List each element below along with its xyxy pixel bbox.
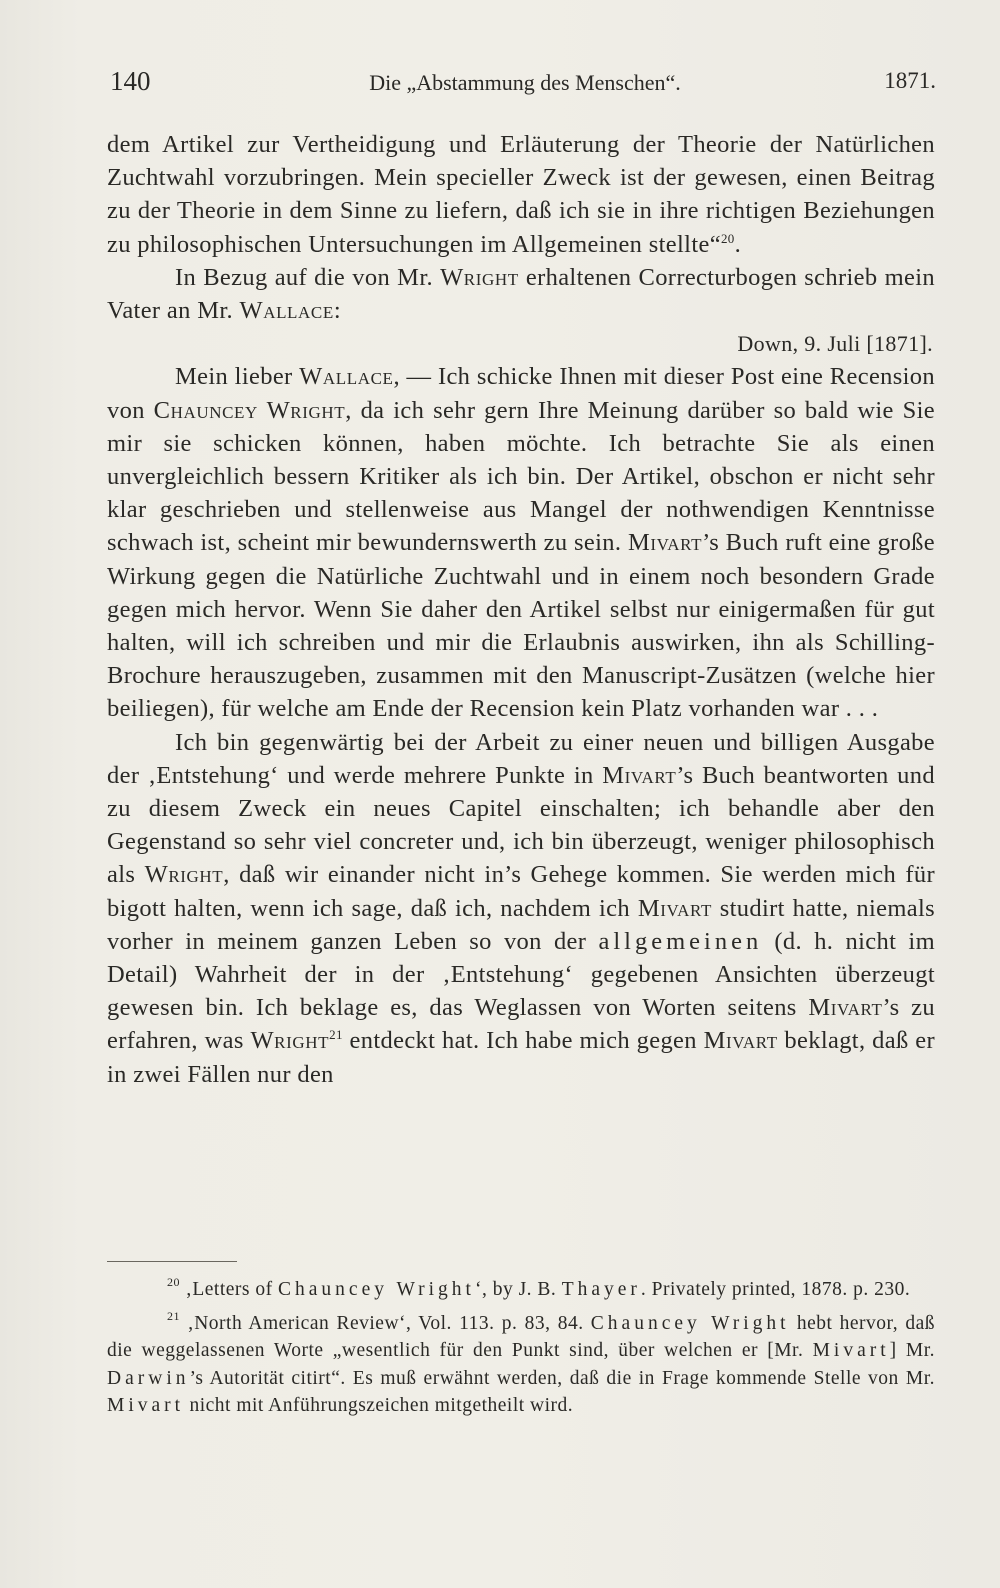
letter-dateline: Down, 9. Juli [1871].	[737, 331, 933, 357]
main-text	[107, 128, 935, 1091]
letter-paragraph-2: Ich bin gegenwärtig bei der Arbeit zu einer neuen und billigen Ausgabe der ‚Entstehung‘ und werde mehrere Punkte in Mivart’s Buch beantworten und zu diesem Zweck ein neues Capitel einschalten; ich behandle aber den Gegenstand so sehr viel concreter und, ich bin überzeugt, weniger philosophisch als Wright, daß wir einander nicht in’s Gehege kommen. Sie werden mich für bigott halten, wenn ich sage, daß ich, nachdem ich Mivart studirt hatte, niemals vorher in meinem ganzen Leben so von der allgemeinen (d. h. nicht im Detail) Wahrheit der in der ‚Entstehung‘ gegebenen Ansichten überzeugt gewesen bin. Ich beklage es, das Weglassen von Worten seitens Mivart’s zu erfahren, was Wright$^{21}$ entdeckt hat. Ich habe mich gegen Mivart beklagt, daß er in zwei Fällen nur den	[107, 728, 935, 1088]
name-mivart: Mivart	[627, 529, 703, 557]
name-mivart: Mivart	[602, 761, 677, 789]
footnote-20: $^{20}$ ‚Letters of Chauncey Wright‘, by J. B. Thayer. Privately printed, 1878. p. 230.	[167, 1275, 911, 1300]
running-header	[110, 66, 940, 106]
name-wright: Wright	[144, 861, 224, 889]
name-mivart: Mivart	[808, 994, 883, 1022]
footnote-ref-20: 20	[720, 230, 735, 246]
footnote-ref-21: 21	[329, 1027, 343, 1043]
name-wright: Wright	[250, 1027, 330, 1055]
name-chauncey-wright: Chauncey Wright	[153, 396, 346, 424]
footnote-21: $^{21}$ ‚North American Review‘, Vol. 113. p. 83, 84. Chauncey Wright hebt hervor, daß die weggelassenen Worte „wesentlich für den Punkt sind, über welchen er [Mr. Mivart] Mr. Darwin’s Autorität citirt“. Es muß erwähnt werden, daß die in Frage kommende Stelle von Mr. Mivart nicht mit Anführungszeichen mitgetheilt wird.	[107, 1308, 936, 1417]
paragraph-continuation: dem Artikel zur Vertheidigung und Erläuterung der Theorie der Natürlichen Zuchtwahl vorzubringen. Mein specieller Zweck ist der gewesen, einen Beitrag zu der Theorie in dem Sinne zu liefern, daß ich sie in ihre richtigen Beziehungen zu philosophischen Untersuchungen im Allgemeinen stellte“$^{20}$.	[107, 131, 935, 258]
paragraph-proof-sheets: In Bezug auf die von Mr. Wright erhaltenen Correcturbogen schrieb mein Vater an Mr. Wallace:	[107, 263, 935, 325]
page-number: 140	[110, 66, 151, 96]
name-wallace: Wallace	[239, 297, 334, 325]
name-mivart: Mivart	[703, 1027, 778, 1055]
name-wallace: Wallace	[299, 363, 394, 391]
header-year: 1871.	[884, 68, 936, 93]
name-mivart: Mivart	[637, 894, 712, 922]
footnotes	[107, 1276, 935, 1426]
emphasis-allgemeinen: allgemeinen	[598, 927, 763, 955]
footnote-divider	[107, 1261, 237, 1262]
letter-paragraph-1: Mein lieber Wallace, — Ich schicke Ihnen mit dieser Post eine Recension von Chauncey Wright, da ich sehr gern Ihre Meinung darüber so bald wie Sie mir sie schicken können, haben möchte. Ich betrachte Sie als einen unvergleichlich bessern Kritiker als ich bin. Der Artikel, obschon er nicht sehr klar geschrieben und stellenweise aus Mangel der nothwendigen Kenntnisse schwach ist, scheint mir bewundernswerth zu sein. Mivart’s Buch ruft eine große Wirkung gegen die Natürliche Zuchtwahl und in einem noch besondern Grade gegen mich hervor. Wenn Sie daher den Artikel selbst nur einigermaßen für gut halten, will ich schreiben und mir die Erlaubnis auswirken, ihn als Schilling-Brochure herauszugeben, zusammen mit den Manuscript-Zusätzen (welche hier beiliegen), für welche am Ende der Recension kein Platz vorhanden war . . .	[107, 363, 936, 723]
name-wright: Wright	[440, 263, 519, 291]
running-title: Die „Abstammung des Menschen“.	[369, 70, 681, 95]
